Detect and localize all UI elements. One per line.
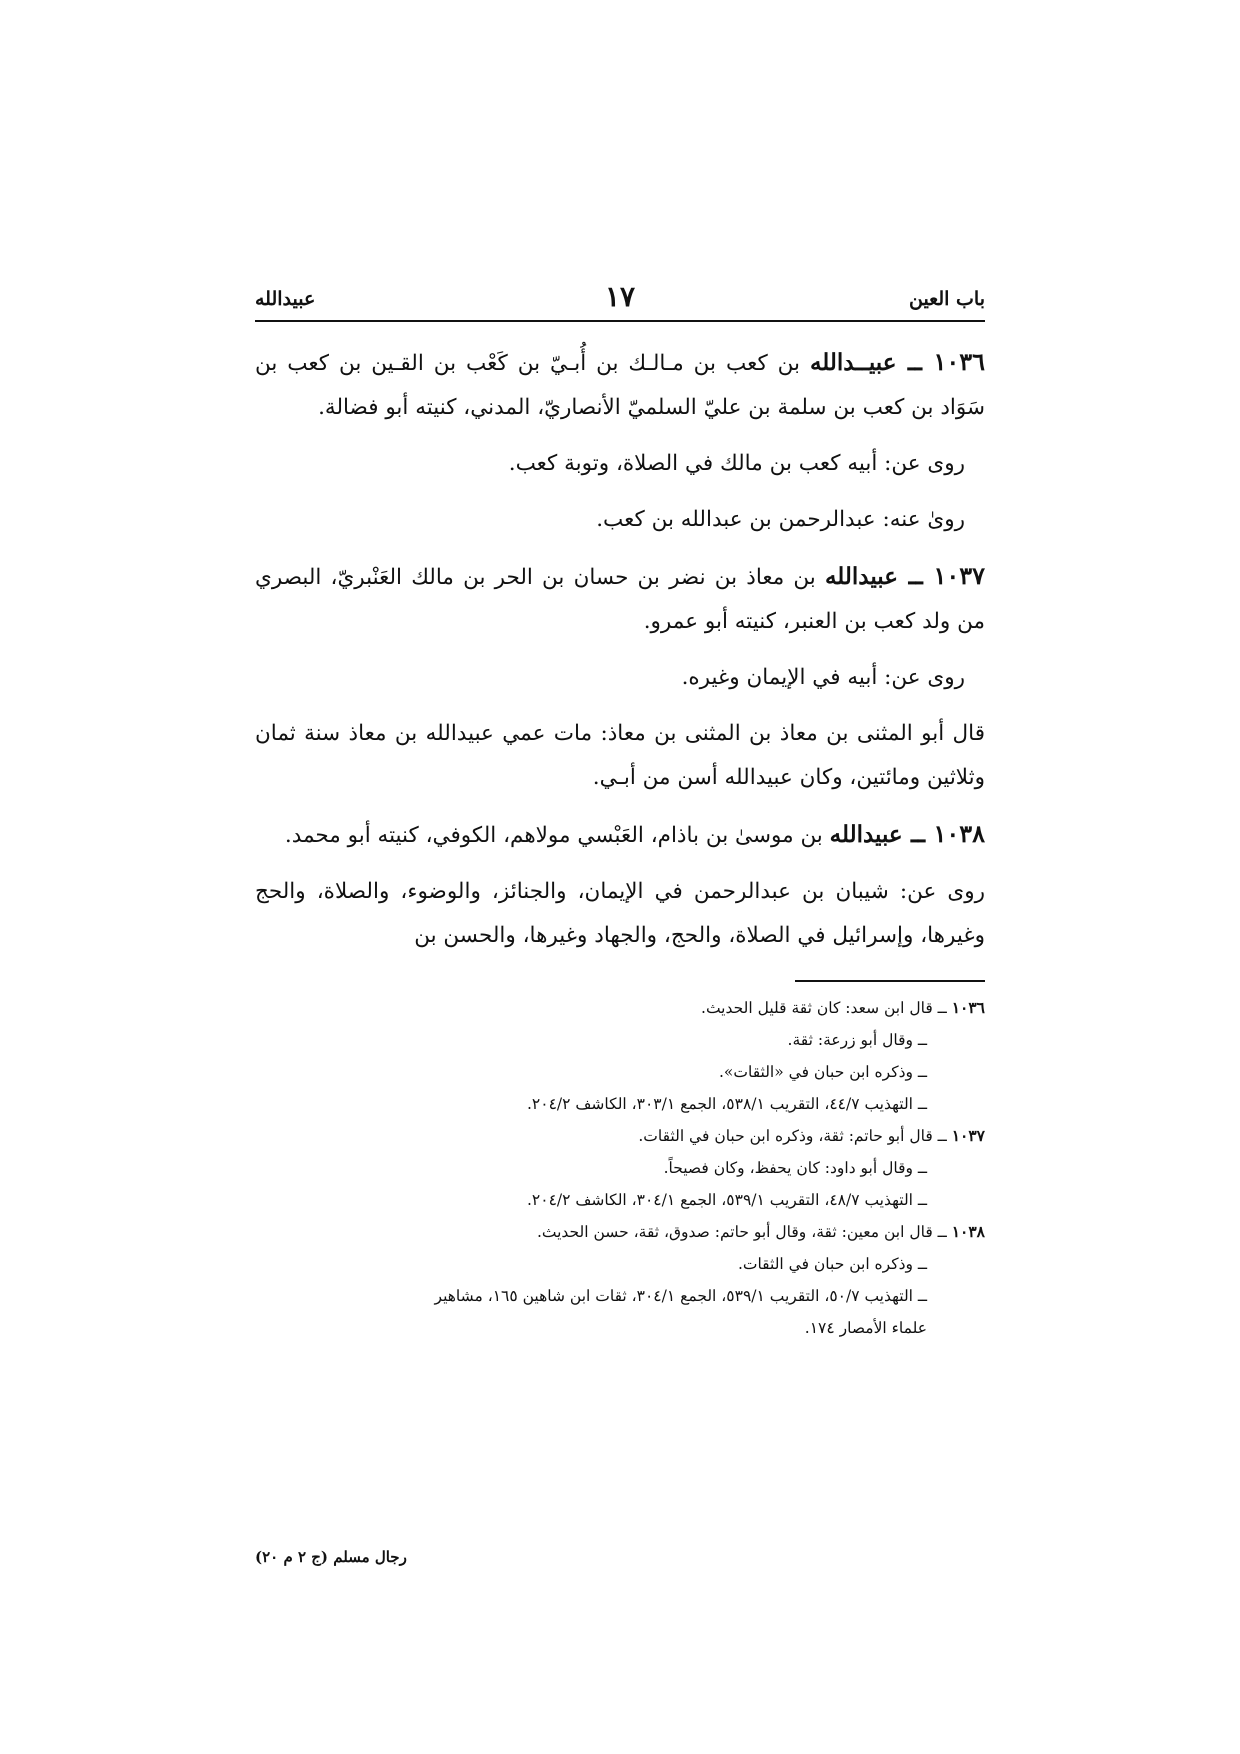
main-text — [255, 340, 985, 958]
footnote-line: ــ التهذيب ٥٠/٧، التقريب ٥٣٩/١، الجمع ٣٠٤/١، ثقات ابن شاهين ١٦٥، مشاهير — [434, 1287, 927, 1305]
entry-dash: ــ — [897, 561, 934, 590]
footnote-line: علماء الأمصار ١٧٤. — [804, 1319, 927, 1337]
footnote-line: ــ وقال أبو داود: كان يحفظ، وكان فصيحاً. — [663, 1159, 927, 1177]
entry-1037-narrated-from: روى عن: أبيه في الإيمان وغيره. — [681, 665, 965, 690]
entry-number: ١٠٣٦ — [933, 347, 985, 376]
footnote-line: ــ التهذيب ٤٤/٧، التقريب ٥٣٨/١، الجمع ٣٠٣/١، الكاشف ٢٠٤/٢. — [526, 1095, 927, 1113]
footnotes — [255, 992, 985, 1344]
entry-number: ١٠٣٧ — [933, 561, 985, 590]
entry-name: عبيدالله — [829, 821, 903, 848]
footnote-1036 — [255, 992, 985, 1024]
entry-number: ١٠٣٨ — [933, 819, 985, 848]
entry-1036 — [255, 340, 985, 430]
footnote-line: ــ التهذيب ٤٨/٧، التقريب ٥٣٩/١، الجمع ٣٠٤/١، الكاشف ٢٠٤/٢. — [526, 1191, 927, 1209]
footnote-number: ١٠٣٨ — [951, 1222, 985, 1241]
footnote-line: ــ وذكره ابن حبان في «الثقات». — [718, 1063, 927, 1081]
footnote-1038 — [255, 1216, 985, 1248]
entry-name: عبيــدالله — [809, 349, 897, 376]
footnote-text: ــ قال ابن معين: ثقة، وقال أبو حاتم: صدوق، ثقة، حسن الحديث. — [536, 1223, 952, 1241]
page-footer-signature: رجال مسلم (ج ٢ م ٢٠) — [255, 1548, 407, 1566]
footnote-number: ١٠٣٧ — [951, 1126, 985, 1145]
entry-1038-narrated-from: روى عن: شيبان بن عبدالرحمن في الإيمان، والجنائز، والوضوء، والصلاة، والحج وغيرها، وإسرائيل في الصلاة، والحج، والجهاد وغيرها، والحسن بن — [255, 879, 985, 948]
page-number: ١٧ — [604, 280, 636, 313]
footnote-number: ١٠٣٦ — [951, 998, 985, 1017]
entry-dash: ــ — [896, 347, 934, 376]
document-page — [255, 280, 985, 1344]
entry-1037 — [255, 554, 985, 644]
entry-dash: ــ — [902, 819, 934, 848]
running-header — [255, 280, 985, 322]
entry-text: بن موسىٰ بن باذام، العَبْسي مولاهم، الكوفي، كنيته أبو محمد. — [284, 823, 830, 848]
footnote-text: ــ قال ابن سعد: كان ثقة قليل الحديث. — [701, 999, 952, 1017]
entry-1038 — [255, 812, 985, 858]
entry-name: عبيدالله — [824, 563, 898, 590]
footnote-divider — [795, 980, 985, 982]
chapter-title: باب العين — [908, 288, 985, 310]
footnote-1037 — [255, 1120, 985, 1152]
footnote-line: ــ وذكره ابن حبان في الثقات. — [737, 1255, 927, 1273]
entry-text: بن كعب بن مـالـك بن أُبـيّ بن كَعْب بن القـين بن كعب بن سَوَاد بن كعب بن سلمة بن عليّ السلميّ الأنصاريّ، المدني، كنيته أبو فضالة. — [255, 351, 985, 420]
entry-text: بن معاذ بن نضر بن حسان بن الحر بن مالك العَنْبريّ، البصري من ولد كعب بن العنبر، كنيته أبو عمرو. — [255, 565, 985, 634]
entry-1036-narrated-from: روى عن: أبيه كعب بن مالك في الصلاة، وتوبة كعب. — [508, 451, 965, 476]
entry-1036-narrated-by: روىٰ عنه: عبدالرحمن بن عبدالله بن كعب. — [596, 507, 965, 532]
footnote-line: ــ وقال أبو زرعة: ثقة. — [787, 1031, 927, 1049]
section-title: عبيدالله — [255, 288, 316, 310]
footnote-text: ــ قال أبو حاتم: ثقة، وذكره ابن حبان في الثقات. — [638, 1127, 952, 1145]
entry-1037-quote: قال أبو المثنى بن معاذ بن المثنى بن معاذ: مات عمي عبيدالله بن معاذ سنة ثمان وثلاثين ومائتين، وكان عبيدالله أسن من أبـي. — [255, 721, 985, 790]
